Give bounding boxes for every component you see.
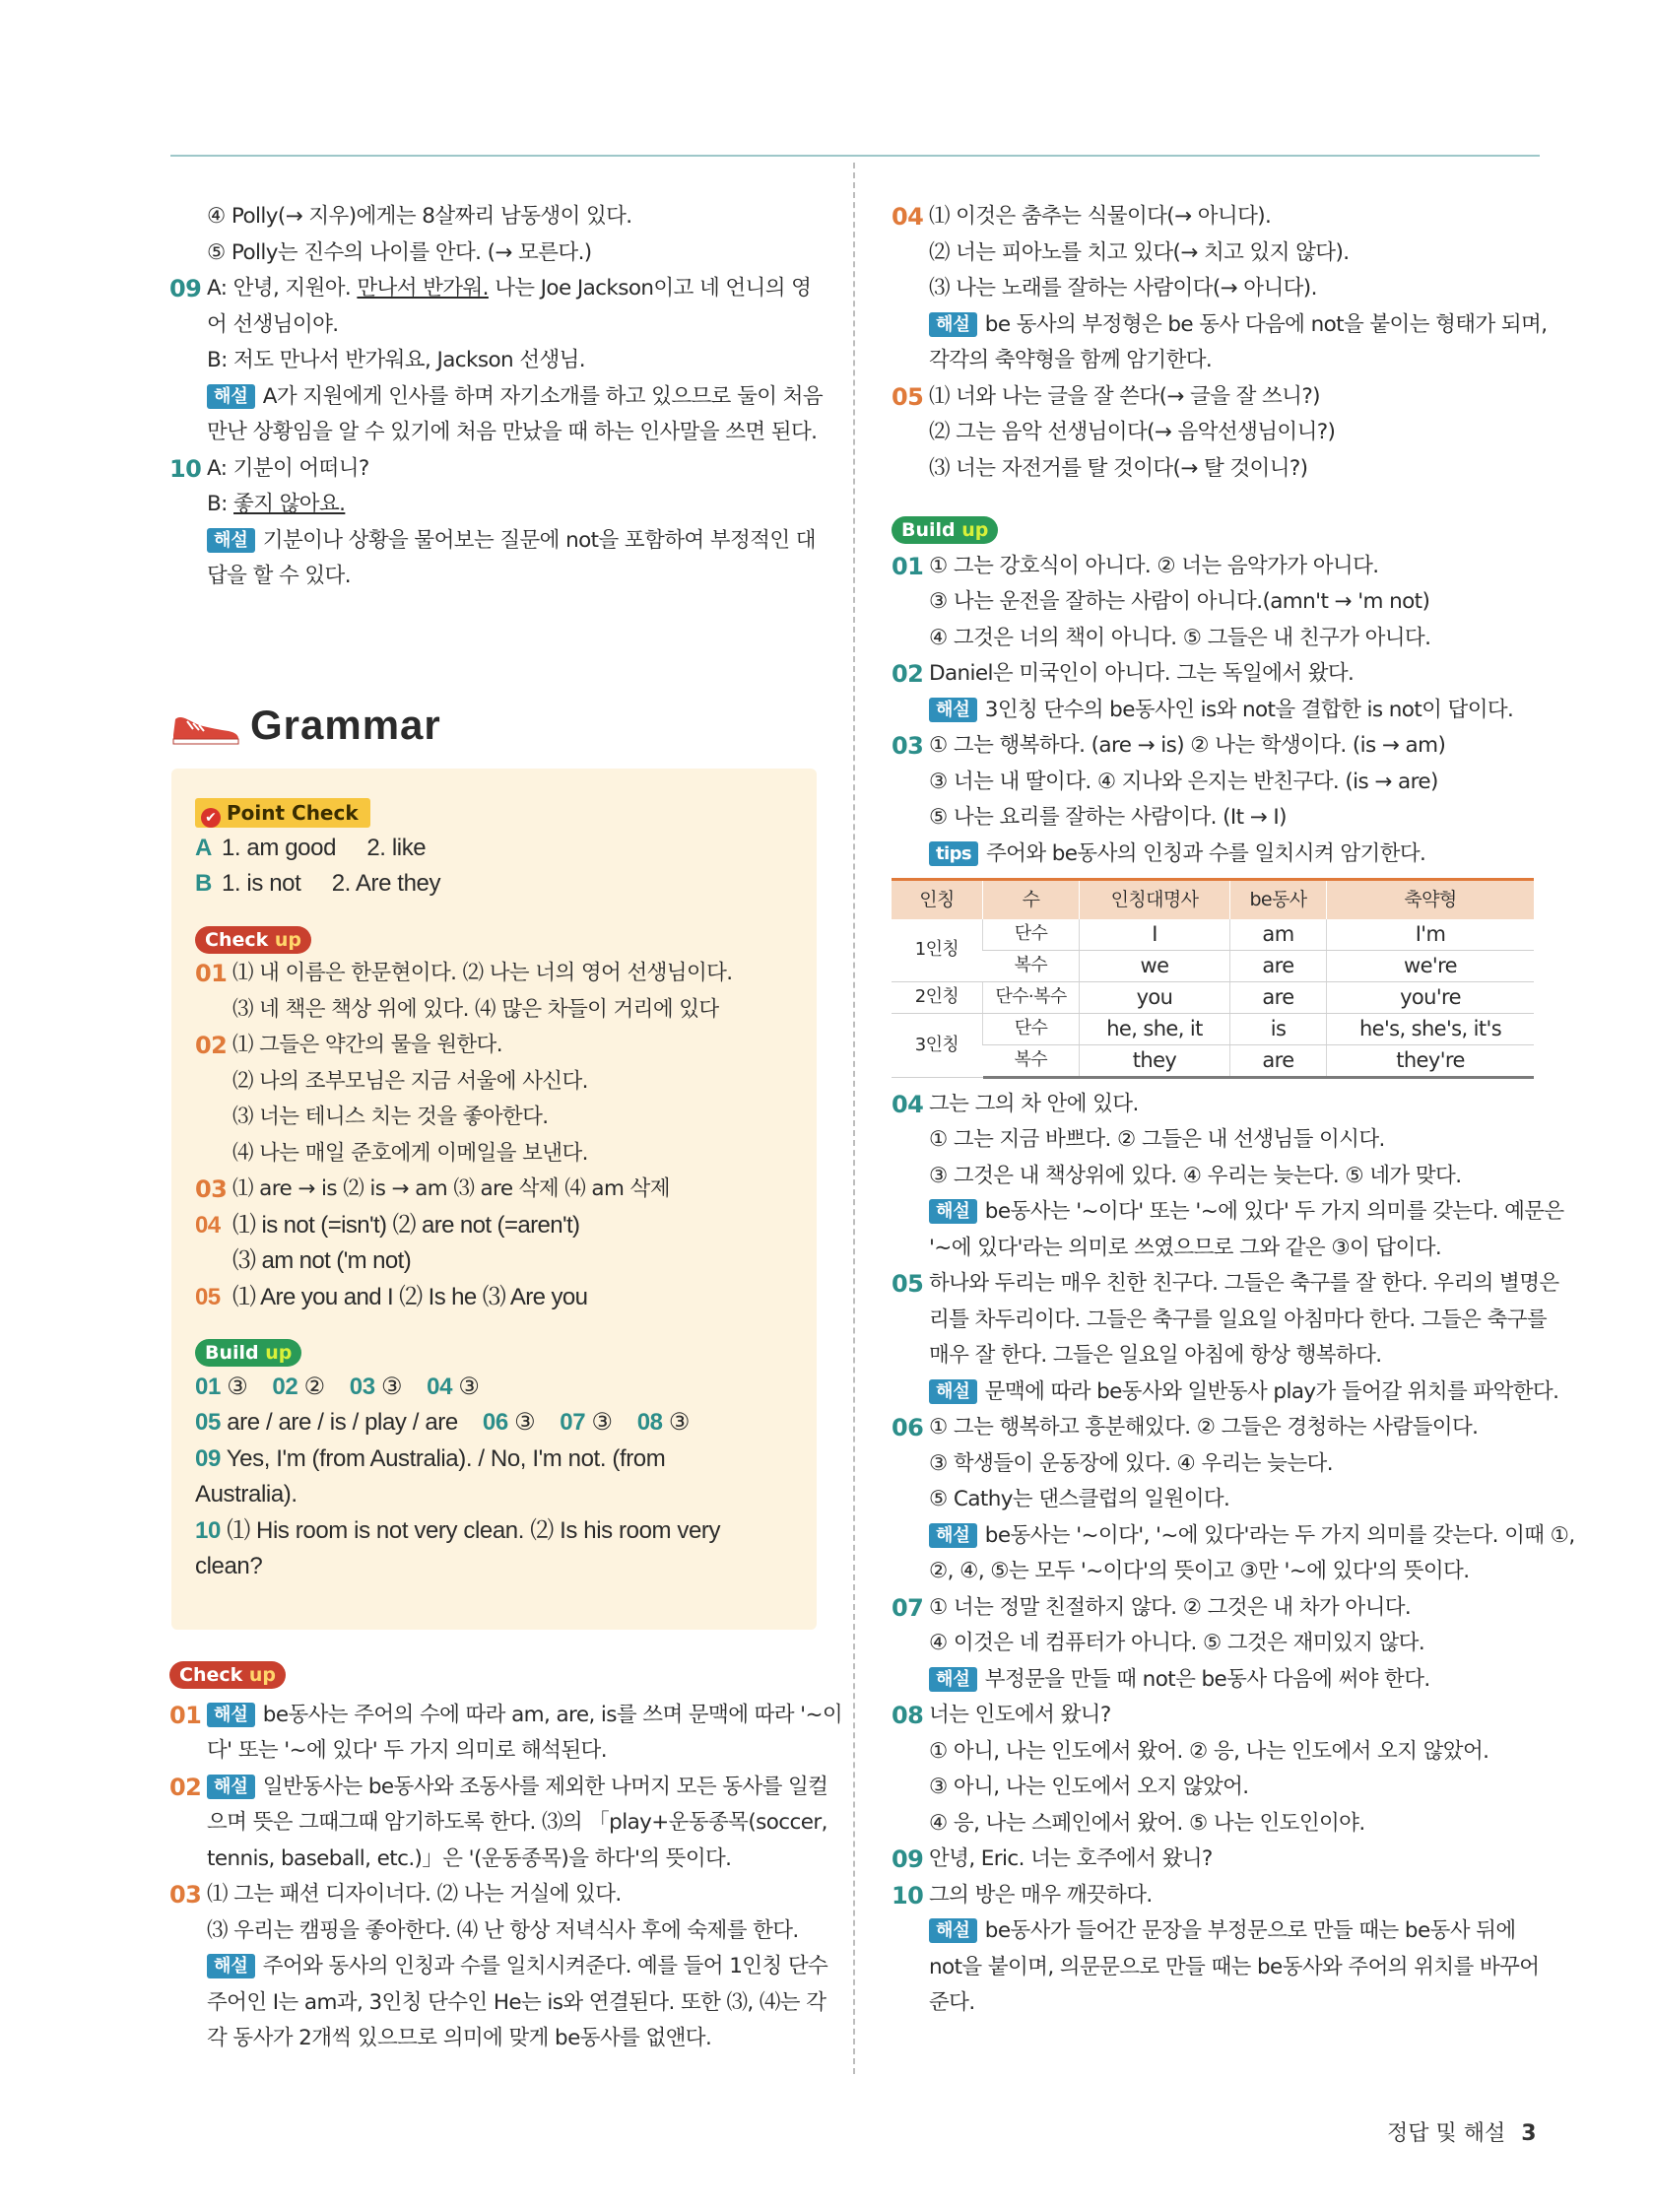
text-line: ⑴ are → is ⑵ is → am ⑶ are 삭제 ⑷ am 삭제 — [232, 1176, 670, 1201]
table-header-row — [892, 880, 1534, 919]
text-line: clean? — [195, 1553, 263, 1579]
explanation-text: be동사는 '~이다' 또는 '~에 있다' 두 가지 의미를 갖는다. 예문은 — [984, 1199, 1564, 1224]
build-answer-01 — [892, 549, 1542, 657]
text-line: ⑶ 네 책은 책상 위에 있다. ⑷ 많은 차들이 거리에 있다 — [232, 996, 719, 1022]
build-answer-05 — [892, 1266, 1559, 1410]
table-cell: you're — [1327, 981, 1535, 1013]
explanation-line: 답을 할 수 있다. — [207, 564, 351, 588]
text-line: ⑷ 나는 매일 준호에게 이메일을 보낸다. — [232, 1140, 588, 1166]
item-number: 04 — [892, 1090, 924, 1118]
table-row — [892, 981, 1534, 1013]
table-row — [892, 1013, 1534, 1044]
item-number: 01 — [195, 960, 228, 987]
table-header: 인칭 — [892, 880, 983, 919]
explanation-line: 으며 뜻은 그때그때 암기하도록 한다. ⑶의 「play+운동종목(soccer, — [207, 1810, 827, 1835]
point-check-b — [195, 866, 798, 903]
label-part: Build — [205, 1342, 259, 1364]
table-row — [892, 1044, 1534, 1077]
label-part: up — [265, 1342, 293, 1364]
table-header: be동사 — [1230, 880, 1327, 919]
item-number: 10 — [169, 454, 202, 483]
item-number: 03 — [892, 732, 924, 760]
explanation-text: be동사는 '~이다', '~에 있다'라는 두 가지 의미를 갖는다. 이때 ①, — [984, 1522, 1575, 1548]
text-line: ① 아니, 나는 인도에서 왔어. ② 응, 나는 인도에서 오지 않았어. — [929, 1738, 1489, 1764]
explanation-line — [207, 1770, 828, 1806]
sneaker-icon — [169, 711, 240, 747]
item-number: 02 — [892, 660, 924, 688]
explanation-line: not을 붙이며, 의문문으로 만들 때는 be동사와 주어의 위치를 바꾸어 — [929, 1954, 1540, 1979]
table-cell: I'm — [1327, 919, 1535, 951]
text-line: ⑶ 나는 노래를 잘하는 사람이다(→ 아니다). — [929, 276, 1317, 301]
be-verb-table — [892, 878, 1534, 1079]
explanation-line: '~에 있다'라는 의미로 쓰였으므로 그와 같은 ③이 답이다. — [929, 1235, 1442, 1260]
explanation-line: tennis, baseball, etc.)」은 '(운동종목)을 하다'의 뜻이다. — [207, 1845, 732, 1871]
item-number: 02 — [169, 1773, 202, 1801]
text-line: A: 기분이 어떠니? — [207, 455, 369, 481]
text-line — [195, 1513, 798, 1550]
explanation-badge: 해설 — [207, 528, 255, 553]
tips-line — [929, 837, 1542, 873]
table-row — [892, 950, 1534, 981]
point-check-a — [195, 831, 798, 867]
answer-text: Yes, I'm (from Australia). / No, I'm not. (from — [226, 1444, 666, 1472]
table-cell: I — [1080, 919, 1230, 951]
table-cell: 단수 — [983, 1013, 1080, 1044]
explanation-line: 만난 상황임을 알 수 있기에 처음 만났을 때 하는 인사말을 쓰면 된다. — [207, 420, 818, 444]
text-line: ⑵ 그는 음악 선생님이다(→ 음악선생님이니?) — [929, 420, 1336, 444]
check-up-header — [169, 1657, 820, 1694]
text-line: ⑴ Are you and I ⑵ Is he ⑶ Are you — [232, 1283, 588, 1310]
build-answer-10 — [195, 1513, 798, 1585]
item-number: 04 — [195, 1211, 221, 1239]
text-line: B: 저도 만나서 반가워요, Jackson 선생님. — [207, 348, 586, 372]
check-up-list — [195, 956, 798, 1315]
point-check-header — [195, 794, 798, 831]
footer-label: 정답 및 해설 — [1387, 2121, 1506, 2146]
item-number: 10 — [195, 1516, 221, 1544]
text-line: ⑶ am not ('m not) — [232, 1247, 412, 1274]
explanation-line: 각각의 축약형을 함께 암기한다. — [929, 348, 1213, 372]
item-number: 09 — [169, 275, 202, 302]
build-answer-03 — [892, 728, 1542, 872]
table-cell: 3인칭 — [892, 1013, 983, 1077]
label-part: up — [961, 519, 989, 541]
table-cell: are — [1230, 950, 1327, 981]
text-line: ① 그는 지금 바쁘다. ② 그들은 내 선생님들 이시다. — [929, 1127, 1385, 1152]
explanation-badge: 해설 — [929, 698, 977, 722]
tips-text: 주어와 be동사의 인칭과 수를 일치시켜 암기한다. — [985, 840, 1426, 866]
item-number: 04 — [427, 1373, 453, 1400]
item-number: 03 — [195, 1175, 228, 1203]
explanation-badge: 해설 — [207, 1954, 255, 1978]
item-number: 06 — [892, 1414, 924, 1441]
explanation-line — [929, 307, 1548, 344]
explanation-line — [929, 1194, 1564, 1231]
answer: ③ — [514, 1409, 536, 1436]
label-part: Check — [179, 1664, 243, 1686]
explanation-text: be동사가 들어간 문장을 부정문으로 만들 때는 be동사 뒤에 — [984, 1918, 1516, 1943]
table-cell: you — [1080, 981, 1230, 1013]
item-number: 05 — [195, 1283, 221, 1310]
build-answer-04 — [892, 1087, 1564, 1267]
item-number: 01 — [169, 1701, 202, 1729]
explanation-badge: 해설 — [929, 1667, 977, 1692]
text-line: ⑴ 그는 패션 디자이너다. ⑵ 나는 거실에 있다. — [207, 1882, 622, 1907]
text-line — [195, 1441, 798, 1478]
column-divider — [853, 163, 855, 2074]
label-part: Check — [205, 928, 269, 951]
explanation-badge: 해설 — [207, 384, 255, 409]
table-header: 축약형 — [1327, 880, 1535, 919]
build-answers-row2 — [195, 1405, 798, 1441]
build-answer-10 — [892, 1878, 1542, 2022]
check-answer-03 — [169, 1877, 828, 2057]
answer: ② — [303, 1373, 325, 1400]
text-line: ④ 그것은 너의 책이 아니다. ⑤ 그들은 내 친구가 아니다. — [929, 625, 1431, 650]
check-up-label — [169, 1661, 286, 1689]
build-answer-02 — [892, 656, 1542, 728]
item-number: 01 — [892, 552, 924, 580]
build-up-header — [892, 512, 1542, 549]
answers: 1. am good 2. like — [221, 834, 427, 861]
item-number: 08 — [892, 1702, 924, 1729]
check-item-01 — [195, 956, 798, 1028]
check-item-04 — [195, 1208, 798, 1280]
explanation-text: 문맥에 따라 be동사와 일반동사 play가 들어갈 위치를 파악한다. — [984, 1378, 1559, 1404]
text-line: ⑴ 이것은 춤추는 식물이다(→ 아니다). — [929, 204, 1272, 229]
answer-08-tail — [169, 199, 820, 271]
text-line: ① 너는 정말 친절하지 않다. ② 그것은 내 차가 아니다. — [929, 1594, 1412, 1620]
top-rule — [170, 155, 1540, 157]
text-line: ⑶ 우리는 캠핑을 좋아한다. ⑷ 난 항상 저녁식사 후에 숙제를 한다. — [207, 1917, 799, 1943]
point-check-text: Point Check — [227, 801, 359, 825]
spacer — [892, 487, 1542, 512]
table-cell: they're — [1327, 1044, 1535, 1077]
explanation-line — [207, 379, 823, 416]
answer: ③ — [227, 1373, 248, 1400]
text-line — [207, 271, 820, 307]
item-number: 10 — [892, 1881, 924, 1910]
text-line: ⑤ 나는 요리를 잘하는 사람이다. (It → I) — [929, 805, 1287, 830]
text-line: Daniel은 미국인이 아니다. 그는 독일에서 왔다. — [929, 661, 1355, 686]
item-number: 07 — [892, 1593, 924, 1622]
explanation-line — [929, 693, 1542, 729]
table-row — [892, 919, 1534, 951]
table-cell: 복수 — [983, 1044, 1080, 1077]
table-cell: am — [1230, 919, 1327, 951]
check-up-header — [195, 920, 798, 957]
grammar-answer-box — [171, 769, 817, 1630]
explanation-line — [207, 1949, 828, 1985]
item-number: 08 — [636, 1409, 663, 1436]
explanation-line — [207, 523, 820, 560]
explanation-line: 다' 또는 '~에 있다' 두 가지 의미로 해석된다. — [207, 1738, 607, 1763]
section-title: Grammar — [250, 702, 441, 748]
answer: ③ — [591, 1409, 613, 1436]
text-segment: A: 안녕, 지원아. — [207, 276, 358, 301]
point-check-label — [195, 798, 370, 828]
table-cell: 단수·복수 — [983, 981, 1080, 1013]
table-cell: we're — [1327, 950, 1535, 981]
explanation-line — [929, 1374, 1559, 1411]
build-answer-06 — [892, 1410, 1575, 1590]
explanation-line: 각 동사가 2개씩 있으므로 의미에 맞게 be동사를 없앤다. — [207, 2026, 712, 2050]
table-cell: are — [1230, 1044, 1327, 1077]
check-item-05 — [195, 1280, 798, 1316]
text-line: ⑴ 너와 나는 글을 잘 쓴다(→ 글을 잘 쓰니?) — [929, 383, 1320, 409]
explanation-text: 기분이나 상황을 물어보는 질문에 not을 포함하여 부정적인 대 — [262, 527, 816, 553]
build-answer-09 — [195, 1441, 798, 1513]
check-up-label — [195, 926, 311, 954]
left-lower-column — [169, 1657, 843, 2057]
text-line: ④ Polly(→ 지우)에게는 8살짜리 남동생이 있다. — [207, 204, 632, 229]
answer: ③ — [668, 1409, 690, 1436]
text-line: ⑵ 나의 조부모님은 지금 서울에 사신다. — [232, 1068, 588, 1094]
text-line: Australia). — [195, 1481, 298, 1508]
build-up-label — [195, 1339, 301, 1367]
item-number: 02 — [272, 1373, 298, 1400]
text-line: ⑤ Polly는 진수의 나이를 안다. (→ 모른다.) — [207, 239, 592, 265]
table-cell: we — [1080, 950, 1230, 981]
label-part: up — [248, 1664, 277, 1686]
answer: ③ — [380, 1373, 403, 1400]
text-line: 안녕, Eric. 너는 호주에서 왔니? — [929, 1846, 1213, 1871]
text-line — [207, 487, 820, 523]
text-line: 어 선생님이야. — [207, 311, 339, 337]
answer-text: ⑴ His room is not very clean. ⑵ Is his room very — [227, 1516, 721, 1544]
check-item-02 — [195, 1028, 798, 1172]
text-line: 리틀 차두리이다. 그들은 축구를 일요일 아침마다 한다. 그들은 축구를 — [929, 1307, 1548, 1332]
text-line: 하나와 두리는 매우 친한 친구다. 그들은 축구를 잘 한다. 우리의 별명은 — [929, 1271, 1559, 1296]
text-line: ④ 이것은 네 컴퓨터가 아니다. ⑤ 그것은 재미있지 않다. — [929, 1631, 1425, 1655]
text-line: ⑵ 너는 피아노를 치고 있다(→ 치고 있지 않다). — [929, 239, 1350, 265]
label-part: Build — [901, 519, 956, 541]
text-line: 매우 잘 한다. 그들은 일요일 아침에 항상 행복하다. — [929, 1343, 1382, 1368]
item-number: 05 — [892, 382, 924, 411]
table-cell: they — [1080, 1044, 1230, 1077]
tips-badge: tips — [929, 841, 978, 866]
page-footer — [1387, 2116, 1537, 2147]
text-line: ③ 나는 운전을 잘하는 사람이 아니다.(amn't → 'm not) — [929, 589, 1430, 614]
row-label: B — [195, 870, 212, 897]
answer-09 — [169, 271, 823, 451]
table-cell: he, she, it — [1080, 1013, 1230, 1044]
underlined-text: 좋지 않아요. — [233, 492, 346, 516]
answer-05 — [892, 379, 1542, 488]
explanation-badge: 해설 — [929, 1199, 977, 1224]
explanation-line: 준다. — [929, 1990, 975, 2015]
text-line: ⑶ 너는 자전거를 탈 것이다(→ 탈 것이니?) — [929, 455, 1308, 481]
explanation-badge: 해설 — [929, 312, 977, 337]
table-cell: he's, she's, it's — [1327, 1013, 1535, 1044]
text-segment: 나는 Joe Jackson이고 네 언니의 영 — [488, 276, 812, 301]
item-number: 05 — [892, 1270, 924, 1298]
spacer — [195, 1315, 798, 1333]
item-number: 03 — [169, 1881, 202, 1909]
item-number: 06 — [482, 1409, 508, 1436]
text-line: 그의 방은 매우 깨끗하다. — [929, 1882, 1153, 1908]
right-column — [892, 199, 1575, 2022]
explanation-text: 3인칭 단수의 be동사인 is와 not을 결합한 is not이 답이다. — [984, 697, 1514, 722]
table-header: 인칭대명사 — [1080, 880, 1230, 919]
text-segment: B: — [207, 492, 234, 516]
text-line: ① 그는 강호식이 아니다. ② 너는 음악가가 아니다. — [929, 553, 1379, 578]
table-cell: 단수 — [983, 919, 1080, 951]
check-answer-01 — [169, 1698, 843, 1770]
item-number: 07 — [560, 1409, 586, 1436]
text-line: ③ 그것은 내 책상위에 있다. ④ 우리는 늦는다. ⑤ 네가 맞다. — [929, 1163, 1462, 1188]
explanation-text: A가 지원에게 인사를 하며 자기소개를 하고 있으므로 둘이 처음 — [262, 383, 823, 409]
text-line: 너는 인도에서 왔니? — [929, 1703, 1111, 1727]
underlined-text: 만나서 반가워. — [357, 276, 489, 301]
left-column — [169, 199, 823, 595]
spacer — [195, 903, 798, 920]
build-answer-07 — [892, 1590, 1542, 1699]
explanation-line: ②, ④, ⑤는 모두 '~이다'의 뜻이고 ③만 '~에 있다'의 뜻이다. — [929, 1559, 1470, 1583]
explanation-badge: 해설 — [929, 1918, 977, 1943]
text-line: ⑴ is not (=isn't) ⑵ are not (=aren't) — [232, 1211, 580, 1239]
explanation-text: 주어와 동사의 인칭과 수를 일치시켜준다. 예를 들어 1인칭 단수 — [262, 1954, 828, 1978]
build-up-label — [892, 516, 998, 544]
text-line: ⑴ 내 이름은 한문현이다. ⑵ 나는 너의 영어 선생님이다. — [232, 961, 733, 985]
build-answer-08 — [892, 1698, 1542, 1842]
text-line: ④ 응, 나는 스페인에서 왔어. ⑤ 나는 인도인이야. — [929, 1810, 1365, 1836]
check-answer-02 — [169, 1770, 828, 1878]
build-answers-row1 — [195, 1370, 798, 1406]
explanation-badge: 해설 — [929, 1523, 977, 1548]
item-number: 03 — [349, 1373, 375, 1400]
label-part: up — [274, 928, 302, 951]
explanation-line — [929, 1913, 1542, 1950]
table-cell: 1인칭 — [892, 919, 983, 982]
text-line: 그는 그의 차 안에 있다. — [929, 1091, 1139, 1116]
table-cell: 2인칭 — [892, 981, 983, 1013]
check-icon: ✔ — [201, 808, 221, 828]
check-item-03 — [195, 1172, 798, 1208]
explanation-line: 주어인 I는 am과, 3인칭 단수인 He는 is와 연결된다. 또한 ⑶, ⑷는 각 — [207, 1989, 826, 2015]
explanation-line — [929, 1662, 1542, 1699]
table-cell: is — [1230, 1013, 1327, 1044]
text-line: ① 그는 행복하고 흥분해있다. ② 그들은 경청하는 사람들이다. — [929, 1415, 1479, 1440]
text-line: ⑴ 그들은 약간의 물을 원한다. — [232, 1033, 502, 1057]
explanation-badge: 해설 — [929, 1379, 977, 1404]
explanation-badge: 해설 — [207, 1703, 255, 1727]
text-line: ⑤ Cathy는 댄스클럽의 일원이다. — [929, 1487, 1230, 1511]
page-number: 3 — [1521, 2121, 1537, 2146]
text-line: ⑶ 너는 테니스 치는 것을 좋아한다. — [232, 1105, 549, 1129]
table-cell: 복수 — [983, 950, 1080, 981]
table-cell: are — [1230, 981, 1327, 1013]
item-number: 02 — [195, 1032, 228, 1059]
explanation-text: 부정문을 만들 때 not은 be동사 다음에 써야 한다. — [984, 1666, 1430, 1692]
item-number: 09 — [195, 1444, 221, 1472]
item-number: 04 — [892, 203, 924, 231]
item-number: 05 — [195, 1409, 221, 1436]
row-label: A — [195, 834, 212, 861]
explanation-badge: 해설 — [207, 1775, 255, 1799]
explanation-line — [207, 1698, 843, 1734]
text-line: ③ 학생들이 운동장에 있다. ④ 우리는 늦는다. — [929, 1450, 1333, 1476]
item-number: 09 — [892, 1845, 924, 1873]
explanation-text: 일반동사는 be동사와 조동사를 제외한 나머지 모든 동사를 일컬 — [262, 1774, 828, 1799]
explanation-line — [929, 1518, 1575, 1555]
answers: 1. is not 2. Are they — [221, 870, 441, 897]
text-line: ③ 아니, 나는 인도에서 오지 않았어. — [929, 1775, 1249, 1799]
answer-10 — [169, 451, 820, 595]
answer: are / are / is / play / are — [227, 1409, 458, 1436]
build-answer-09 — [892, 1842, 1542, 1878]
text-line: ① 그는 행복하다. (are → is) ② 나는 학생이다. (is → am) — [929, 733, 1446, 758]
item-number: 01 — [195, 1373, 221, 1400]
text-line: ③ 너는 내 딸이다. ④ 지나와 은지는 반친구다. (is → are) — [929, 769, 1438, 794]
box-content — [195, 794, 798, 1585]
table-header: 수 — [983, 880, 1080, 919]
answer: ③ — [458, 1373, 480, 1400]
answer-04 — [892, 199, 1548, 379]
build-up-header — [195, 1333, 798, 1370]
explanation-text: be 동사의 부정형은 be 동사 다음에 not을 붙이는 형태가 되며, — [984, 311, 1548, 337]
explanation-text: be동사는 주어의 수에 따라 am, are, is를 쓰며 문맥에 따라 '~이 — [262, 1702, 843, 1727]
